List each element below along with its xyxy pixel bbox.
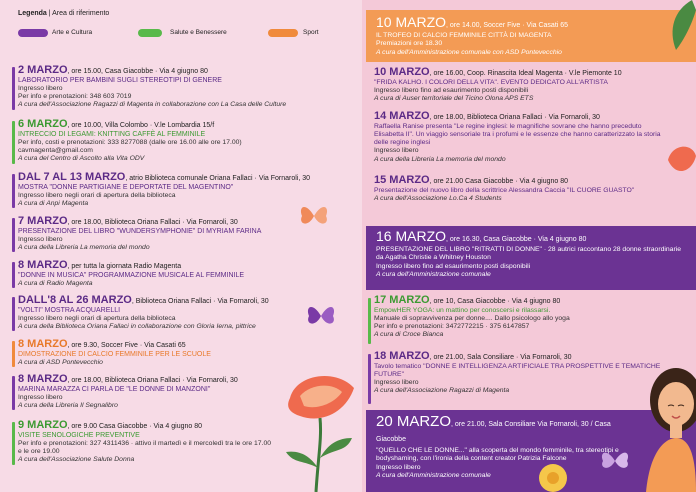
event-line: Per info e prenotazioni: 3472772215 · 375 6147857 [374, 323, 530, 331]
event-date: 16 MARZO [376, 228, 447, 244]
event-16-marzo [366, 226, 696, 290]
event-info: , per tutta la giornata Radio Magenta [67, 263, 182, 270]
event-info: , atrio Biblioteca comunale Oriana Fallaci · Via Fornaroli, 30 [125, 175, 311, 182]
category-bar [12, 262, 15, 288]
legend-subtitle: Area di riferimento [52, 10, 110, 17]
event-credit: A cura di Anpi Magenta [18, 200, 89, 208]
woman-illustration [644, 360, 696, 492]
event-line: Ingresso libero [18, 84, 63, 92]
event-line: Ingresso libero negli orari di apertura della biblioteca [18, 314, 176, 322]
event-credit: A cura dell'Amministrazione comunale [376, 471, 491, 479]
category-bar [12, 341, 15, 367]
event-line: Ingresso libero fino ad esaurimento posti disponibili [376, 262, 531, 270]
legend-health-swatch [138, 29, 162, 37]
event-title: MARINA MARAZZA CI PARLA DE "LE DONNE DI MANZONI" [18, 385, 211, 393]
event-line: Per info, costi e prenotazioni: 333 8277088 (dalle ore 16.00 alle ore 17.00) [18, 138, 242, 146]
flower-icon [276, 368, 362, 492]
event-credit: A cura dell'Amministrazione comunale con ASD Pontevecchio [376, 48, 562, 56]
event-title: PRESENTAZIONE DEL LIBRO "WUNDERSYMPHONIE" DI MYRIAM FARINA [18, 227, 262, 235]
event-info: , ore 18.00, Biblioteca Oriana Fallaci · Via Fornaroli, 30 [67, 377, 238, 384]
event-date: 17 MARZO [374, 294, 430, 306]
event-date: DALL'8 AL 26 MARZO [18, 294, 132, 306]
flower-icon [664, 140, 696, 180]
event-credit: A cura dell'Amministrazione comunale [376, 270, 491, 278]
category-bar [368, 354, 371, 404]
event-title: Tavolo tematico "DONNE E INTELLIGENZA ARTIFICIALE TRA PROSPETTIVE E TEMATICHE FUTURE" [374, 362, 661, 378]
event-credit: A cura della Libreria Il Segnalibro [18, 402, 118, 410]
event-info: , ore 9.00 Casa Giacobbe · Via 4 giugno 80 [67, 423, 203, 430]
event-info: , ore 15.00, Casa Giacobbe · Via 4 giugno 80 [67, 68, 208, 75]
event-credit: A cura dell'Associazione Salute Donna [18, 456, 135, 464]
event-info: , ore 9.30, Soccer Five · Via Casati 65 [67, 342, 186, 349]
event-date: 18 MARZO [374, 350, 430, 362]
legend-culture-label: Arte e Cultura [52, 29, 93, 36]
event-date: 7 MARZO [18, 215, 68, 227]
event-credit: A cura della Biblioteca Oriana Fallaci in collaborazione con Gloria Ierna, pittrice [18, 323, 256, 331]
event-18-marzo [374, 352, 674, 396]
event-8-marzo-radio [18, 261, 348, 288]
event-date: 8 MARZO [18, 373, 68, 385]
event-title: Raffaella Ranise presenta "Le regine inglesi: le magnifiche sovrane che hanno preceduto Elisabetta II". Un viaggio sensoriale tra i profumi e le essenze che hanno caratterizzato la storia delle regine inglesi [374, 122, 661, 147]
event-info: , ore 16.00, Coop. Rinascita Ideal Magenta · V.le Piemonte 10 [429, 70, 622, 77]
butterfly-icon [304, 298, 338, 334]
event-info: , Biblioteca Oriana Fallaci · Via Fornaroli, 30 [131, 298, 269, 305]
category-bar [368, 298, 371, 344]
event-title: PRESENTAZIONE DEL LIBRO "RITRATTI DI DONNE" · 28 autrici raccontano 28 donne straordinarie da Agatha Christie a Whitney Houston [376, 246, 681, 262]
event-date: 6 MARZO [18, 118, 68, 130]
event-credit: A cura dell'Associazione Lo.Ca 4 Students [374, 194, 502, 202]
event-info: , ore 10, Casa Giacobbe · Via 4 giugno 80 [429, 298, 561, 305]
event-date: DAL 7 AL 13 MARZO [18, 171, 126, 183]
event-credit: A cura di Auser territoriale del Ticino Olona APS ETS [374, 95, 534, 103]
event-title: DIMOSTRAZIONE DI CALCIO FEMMINILE PER LE SCUOLE [18, 350, 211, 358]
event-info: , ore 21.00 Casa Giacobbe · Via 4 giugno 80 [429, 178, 569, 185]
legend-header: Legenda | Area di riferimento [18, 10, 110, 17]
event-info: , ore 21.00, Sala Consiliare · Via Fornaroli, 30 [429, 354, 572, 361]
event-date: 8 MARZO [18, 259, 68, 271]
legend-culture-swatch [18, 29, 48, 37]
event-17-marzo [374, 296, 686, 340]
event-date: 15 MARZO [374, 174, 430, 186]
category-bar [12, 67, 15, 110]
butterfly-icon [598, 446, 632, 476]
category-bar [12, 297, 15, 331]
flower-icon [528, 456, 578, 492]
event-6-marzo [18, 120, 348, 164]
event-title: "QUELLO CHE LE DONNE..." alla scoperta del mondo femminile, tra stereotipi e bodyshaming, con l'ironia della content creator Patrizia Falcone [376, 447, 619, 463]
event-title: INTRECCIO DI LEGAMI: KNITTING CAFFÈ AL FEMMINILE [18, 130, 206, 138]
event-date: 20 MARZO [376, 413, 452, 430]
event-line: Ingresso libero [376, 463, 421, 471]
event-info: , ore 21.00, Sala Consiliare Via Fornaroli, 30 / Casa Giacobbe [376, 421, 611, 443]
event-line: Manuale di sopravvivenza per donne.... Dallo psicologo allo yoga [374, 314, 570, 322]
event-2-marzo [18, 66, 348, 110]
event-title: EmpowHER YOGA: un mattino per conoscersi e rilassarsi. [374, 306, 551, 314]
event-8-marzo-calcio [18, 340, 348, 367]
event-info: , ore 18.00, Biblioteca Oriana Fallaci · Via Fornaroli, 30 [67, 219, 238, 226]
event-title: VISITE SENOLOGICHE PREVENTIVE [18, 431, 140, 439]
legend-sport-swatch [268, 29, 298, 37]
legend-title: Legenda [18, 10, 47, 17]
event-title: MOSTRA "DONNE PARTIGIANE E DEPORTATE DEL MAGENTINO" [18, 183, 234, 191]
event-date: 10 MARZO [374, 66, 430, 78]
event-line: Premiazioni ore 18.30 [376, 40, 443, 48]
legend-health-label: Salute e Benessere [170, 29, 227, 36]
category-bar [12, 422, 15, 465]
event-credit: A cura di Croce Bianca [374, 331, 444, 339]
event-info: , ore 10.00, Villa Colombo · V.le Lombardia 15/f [67, 122, 215, 129]
legend-sport-label: Sport [303, 29, 319, 36]
event-10-marzo-frida [374, 68, 686, 103]
event-credit: A cura di Radio Magenta [18, 279, 93, 287]
event-14-marzo [374, 112, 662, 164]
event-date: 9 MARZO [18, 419, 68, 431]
event-credit: A cura dell'Associazione Ragazzi di Magenta in collaborazione con La Casa delle Culture [18, 101, 287, 109]
event-line: Ingresso libero negli orari di apertura della biblioteca [18, 191, 176, 199]
category-bar [12, 121, 15, 164]
event-line: Per info e prenotazioni: 348 603 7019 [18, 93, 132, 101]
category-bar [12, 376, 15, 410]
event-line: Ingresso libero [374, 147, 419, 155]
event-info: , ore 18.00, Biblioteca Oriana Fallaci · Via Fornaroli, 30 [429, 114, 600, 121]
event-title: Presentazione del nuovo libro della scrittrice Alessandra Caccia "IL CUORE GUASTO" [374, 186, 635, 194]
event-date: 2 MARZO [18, 64, 68, 76]
event-line: Per info e prenotazioni: 327 4311436 · attivo il martedì e il mercoledì tra le ore 17.00 [18, 439, 272, 447]
event-date: 14 MARZO [374, 110, 430, 122]
event-credit: A cura dell'Associazione Ragazzi di Magenta [374, 387, 510, 395]
event-info: , ore 16.30, Casa Giacobbe · Via 4 giugno 80 [446, 236, 587, 243]
event-title: LABORATORIO PER BAMBINI SUGLI STEREOTIPI DI GENERE [18, 76, 222, 84]
event-line: Ingresso libero [18, 393, 63, 401]
category-bar [12, 218, 15, 252]
event-line: Ingresso libero [18, 235, 63, 243]
event-title: "DONNE IN MUSICA" PROGRAMMAZIONE MUSICALE AL FEMMINILE [18, 271, 245, 279]
leaf-icon [662, 0, 696, 70]
butterfly-icon [296, 198, 332, 234]
event-credit: A cura della Libreria La memoria del mondo [18, 244, 150, 252]
event-line: Ingresso libero [374, 379, 419, 387]
event-8-26-marzo [18, 296, 348, 331]
event-title: "FRIDA KALHO. I COLORI DELLA VITA". EVENTO DEDICATO ALL'ARTISTA [374, 78, 608, 86]
event-line: Ingresso libero fino ad esaurimento posti disponibili [374, 86, 529, 94]
event-title: "VOLTI" MOSTRA ACQUARELLI [18, 306, 121, 314]
event-date: 10 MARZO [376, 14, 447, 30]
event-info: , ore 14.00, Soccer Five · Via Casati 65 [446, 22, 569, 29]
event-credit: A cura del Centro di Ascolto alla Vita ODV [18, 155, 145, 163]
event-15-marzo [374, 176, 686, 203]
event-title: IL TROFEO DI CALCIO FEMMINILE CITTÀ DI MAGENTA [376, 32, 552, 39]
event-line: cavmagenta@gmail.com [18, 147, 93, 155]
event-date: 8 MARZO [18, 338, 68, 350]
event-credit: A cura della Libreria La memoria del mondo [374, 155, 506, 163]
event-line: e le ore 19.00 [18, 448, 60, 456]
category-bar [12, 174, 15, 208]
event-10-marzo-trofeo [366, 10, 696, 62]
event-credit: A cura di ASD Pontevecchio [18, 358, 103, 366]
